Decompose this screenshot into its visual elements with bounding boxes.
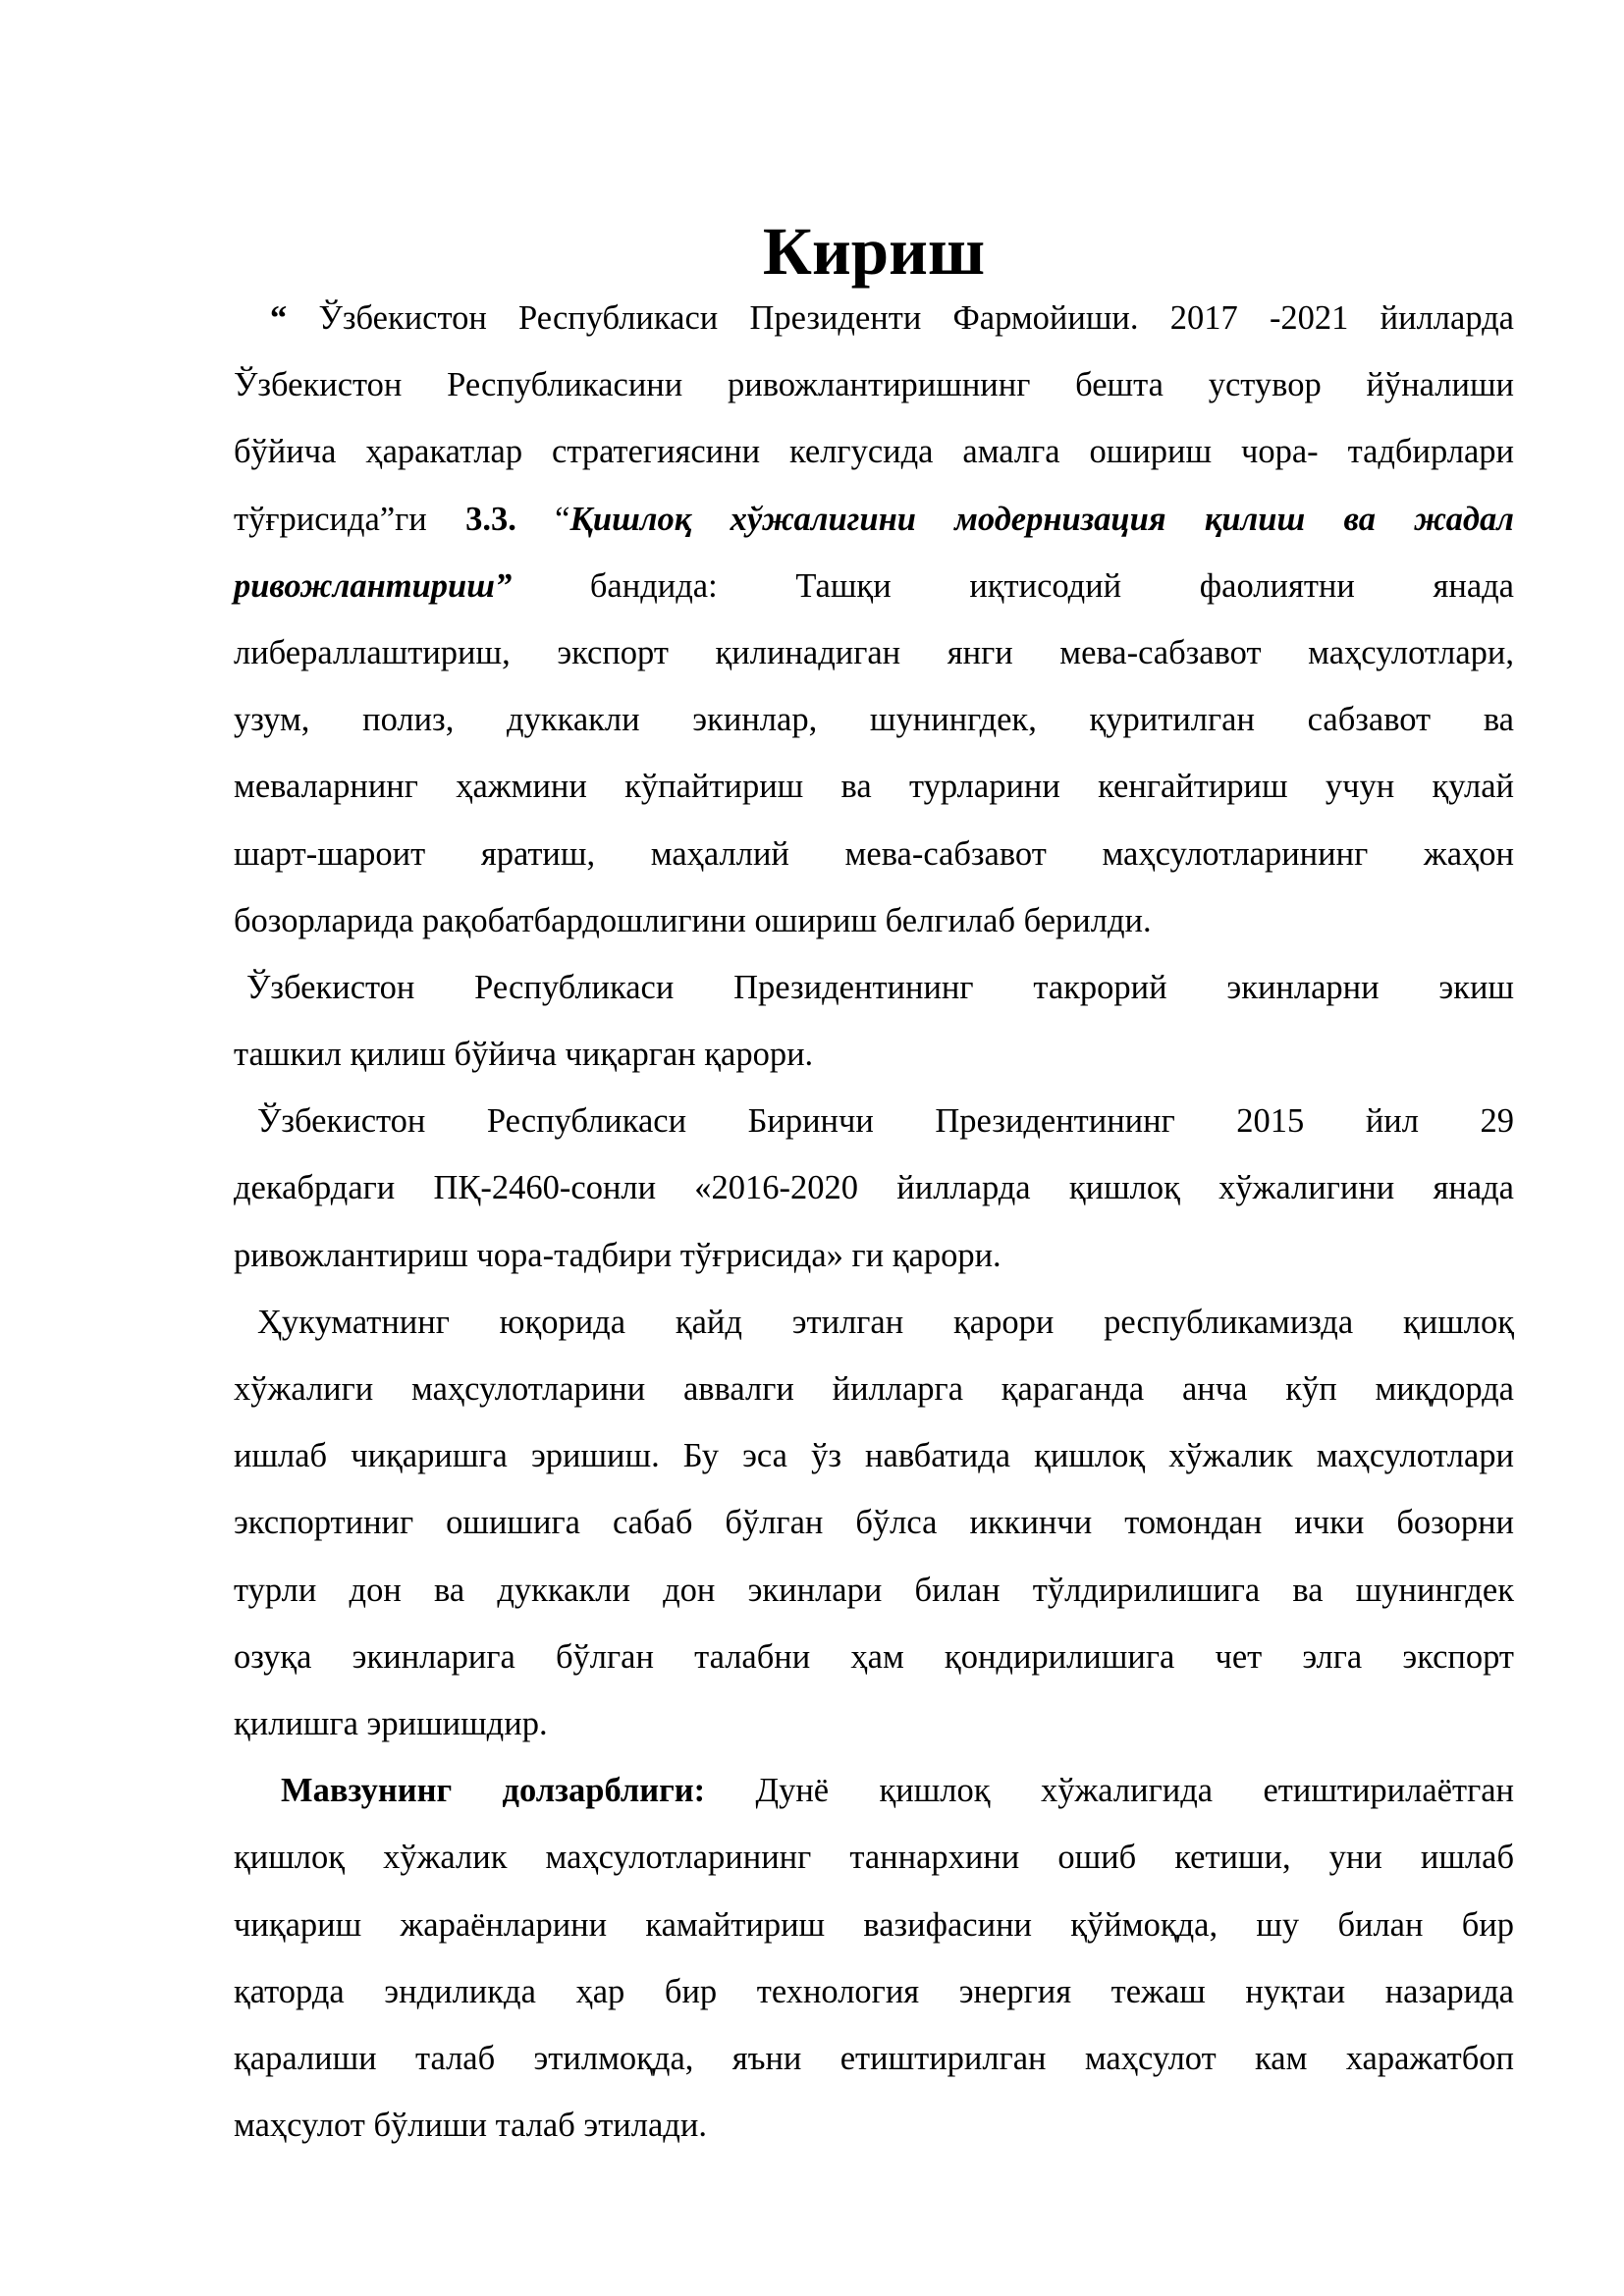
text-line: ишлаб чиқаришга эришиш. Бу эса ўз навбатида қишлоқ хўжалик маҳсулотлари bbox=[234, 1437, 1514, 1475]
text-line: бозорларида рақобатбардошлигини ошириш белгилаб берилди. bbox=[234, 901, 1152, 939]
text-line: либераллаштириш, экспорт қилинадиган янги мева-сабзавот маҳсулотлари, bbox=[234, 633, 1514, 671]
text-line: чиқариш жараёнларини камайтириш вазифасини қўймоқда, шу билан бир bbox=[234, 1905, 1514, 1944]
text-line: Ҳукуматнинг юқорида қайд этилган қарори республикамизда қишлоқ bbox=[257, 1303, 1514, 1341]
paragraph-decree-2017 bbox=[234, 285, 1514, 954]
section-title: Қишлоқ хўжалигини модернизация қилиш ва жадал bbox=[569, 500, 1514, 538]
text-line: Мавзунинг долзарблиги: Дунё қишлоқ хўжалигида етиштирилаётган bbox=[281, 1772, 1514, 1810]
paragraph-government-resolution bbox=[234, 1289, 1514, 1757]
page-title: Кириш bbox=[762, 214, 986, 289]
text-line: Ўзбекистон Республикаси Президентининг такрорий экинларни экиш bbox=[246, 968, 1514, 1006]
text-line: узум, полиз, дуккакли экинлар, шунингдек, қуритилган сабзавот ва bbox=[234, 701, 1514, 739]
text-line: меваларнинг ҳажмини кўпайтириш ва турларини кенгайтириш учун қулай bbox=[234, 768, 1514, 806]
text-line: Ўзбекистон Республикаси Биринчи Президентининг 2015 йил 29 bbox=[257, 1102, 1514, 1141]
text-line: Ўзбекистон Республикасини ривожлантиришнинг бешта устувор йўналиши bbox=[234, 366, 1514, 404]
section-number: 3.3. bbox=[465, 500, 516, 538]
text-line: тўғрисида”ги 3.3. “Қишлоқ хўжалигини модернизация қилиш ва жадал bbox=[234, 500, 1514, 538]
paragraph-pk-2460 bbox=[234, 1088, 1514, 1289]
text-line: қаралиши талаб этилмоқда, яъни етиштирилган маҳсулот кам харажатбоп bbox=[234, 2039, 1514, 2077]
text-line: хўжалиги маҳсулотларини аввалги йилларга қараганда анча кўп миқдорда bbox=[234, 1370, 1514, 1408]
text-line: экспортиниг ошишига сабаб бўлган бўлса иккинчи томондан ички бозорни bbox=[234, 1504, 1514, 1542]
text-line: ташкил қилиш бўйича чиқарган қарори. bbox=[234, 1036, 814, 1074]
text-line: ривожлантириш” бандида: Ташқи иқтисодий фаолиятни янада bbox=[234, 566, 1514, 605]
text-line: декабрдаги ПҚ-2460-сонли «2016-2020 йилларда қишлоқ хўжалигини янада bbox=[234, 1169, 1514, 1207]
paragraph-president-resolution bbox=[234, 954, 1514, 1088]
section-title-end: ривожлантириш” bbox=[234, 566, 513, 605]
relevance-heading: Мавзунинг долзарблиги: bbox=[281, 1772, 706, 1810]
text-line: озуқа экинларига бўлган талабни ҳам қондирилишига чет элга экспорт bbox=[234, 1637, 1514, 1676]
paragraph-relevance bbox=[234, 1757, 1514, 2159]
text-line: маҳсулот бўлиши талаб этилади. bbox=[234, 2107, 707, 2145]
text-line: “ Ўзбекистон Республикаси Президенти Фармойиши. 2017 -2021 йилларда bbox=[270, 299, 1514, 337]
text-line: қаторда эндиликда ҳар бир технология энергия тежаш нуқтаи назарида bbox=[234, 1972, 1514, 2010]
text-line: қилишга эришишдир. bbox=[234, 1704, 548, 1742]
text-line: ривожлантириш чора-тадбири тўғрисида» ги қарори. bbox=[234, 1236, 1001, 1274]
document-page bbox=[234, 214, 1514, 2159]
text-line: қишлоқ хўжалик маҳсулотларининг таннархини ошиб кетиши, уни ишлаб bbox=[234, 1839, 1514, 1877]
text-line: турли дон ва дуккакли дон экинлари билан тўлдирилишига ва шунингдек bbox=[234, 1571, 1514, 1609]
text-line: шарт-шароит яратиш, маҳаллий мева-сабзавот маҳсулотларининг жаҳон bbox=[234, 834, 1514, 873]
text-line: бўйича ҳаракатлар стратегиясини келгусида амалга ошириш чора- тадбирлари bbox=[234, 433, 1514, 471]
quote-mark: “ bbox=[270, 299, 288, 337]
